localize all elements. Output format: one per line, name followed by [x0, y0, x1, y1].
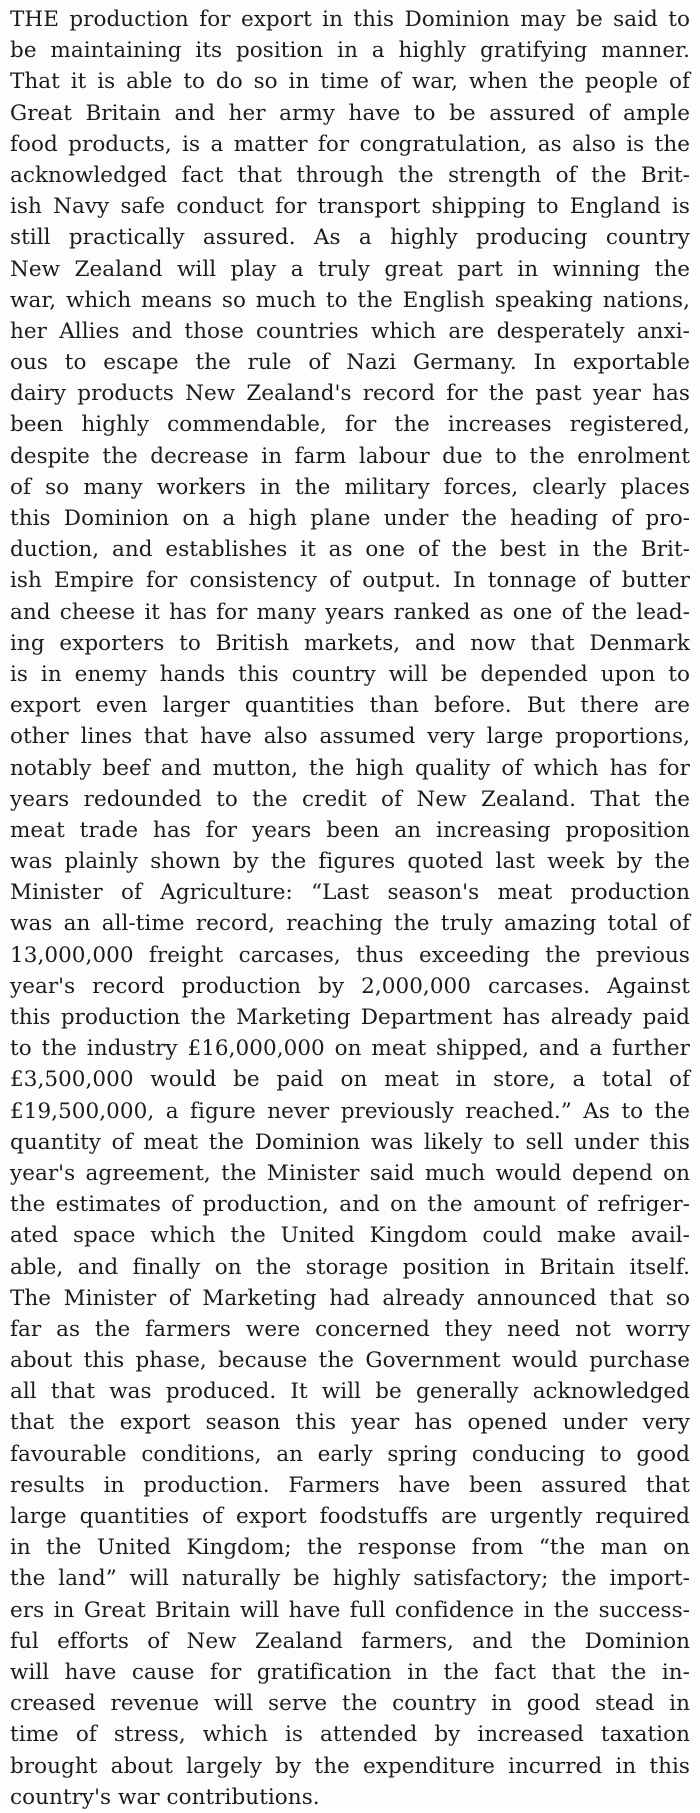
article-text-line: results in production. Farmers have been assured that — [10, 1472, 690, 1498]
article-text-line: large quantities of export foodstuffs are urgently required — [10, 1504, 690, 1529]
article-text-line: £19,500,000, a figure never previously reached.” As to the — [10, 1098, 690, 1124]
article-text-line: able, and finally on the storage position in Britain itself. — [10, 1254, 690, 1280]
article-text-line: about this phase, because the Government would purchase — [10, 1348, 690, 1374]
article-text-line: ing exporters to British markets, and now that Denmark — [10, 630, 690, 656]
article-text-line: this Dominion on a high plane under the heading of pro- — [10, 506, 690, 531]
article-text-line: her Allies and those countries which are desperately anxi- — [10, 318, 690, 344]
article-column — [10, 4, 690, 1813]
article-text-line: creased revenue will serve the country in good stead in — [10, 1691, 690, 1717]
article-text-line: country's war contributions. — [10, 1784, 320, 1810]
article-text-line: years redounded to the credit of New Zealand. That the — [10, 786, 690, 812]
article-text-line: brought about largely by the expenditure incurred in this — [10, 1753, 690, 1779]
article-text-line: The Minister of Marketing had already announced that so — [10, 1285, 690, 1311]
article-text-line: £3,500,000 would be paid on meat in store, a total of — [10, 1067, 690, 1093]
article-text-line: 13,000,000 freight carcases, thus exceeding the previous — [10, 942, 690, 968]
article-text-line: was an all-time record, reaching the truly amazing total of — [10, 911, 690, 937]
article-text-line: been highly commendable, for the increases registered, — [10, 412, 690, 438]
article-text-line: Minister of Agriculture: “Last season's meat production — [10, 880, 690, 906]
article-text-line: Great Britain and her army have to be assured of ample — [10, 100, 690, 126]
article-text-line: ers in Great Britain will have full confidence in the success- — [10, 1597, 690, 1623]
article-text-line: despite the decrease in farm labour due to the enrolment — [10, 443, 690, 469]
article-text-line: of so many workers in the military forces, clearly places — [10, 474, 690, 500]
article-text-line: year's record production by 2,000,000 carcases. Against — [10, 973, 690, 999]
article-text-line: be maintaining its position in a highly gratifying manner. — [10, 38, 690, 64]
article-text-line: meat trade has for years been an increasing proposition — [10, 817, 690, 843]
article-text-line: still practically assured. As a highly producing country — [10, 225, 690, 251]
article-text-line: ful efforts of New Zealand farmers, and the Dominion — [10, 1628, 690, 1654]
article-text-line: ish Navy safe conduct for transport shipping to England is — [10, 194, 690, 220]
article-text-line: the estimates of production, and on the amount of refriger- — [10, 1192, 690, 1218]
article-text-line: ated space which the United Kingdom could make avail- — [10, 1223, 690, 1249]
article-text-line: acknowledged fact that through the strength of the Brit- — [10, 162, 690, 188]
article-text-line: other lines that have also assumed very large proportions, — [10, 724, 690, 750]
article-text-line: in the United Kingdom; the response from “the man on — [10, 1535, 690, 1561]
article-text-line: and cheese it has for many years ranked as one of the lead- — [10, 599, 690, 625]
article-text-line: THE production for export in this Dominion may be said to — [10, 7, 690, 32]
article-text-line: favourable conditions, an early spring conducing to good — [10, 1441, 690, 1467]
article-text-line: time of stress, which is attended by increased taxation — [10, 1722, 690, 1748]
article-text-line: notably beef and mutton, the high quality of which has for — [10, 755, 690, 781]
article-text-line: that the export season this year has opened under very — [10, 1410, 690, 1436]
article-text-line: food products, is a matter for congratulation, as also is the — [10, 131, 690, 157]
article-text-line: this production the Marketing Department has already paid — [10, 1005, 690, 1030]
article-text-line: was plainly shown by the figures quoted last week by the — [10, 849, 690, 875]
article-text-line: That it is able to do so in time of war, when the people of — [10, 69, 690, 95]
article-text-line: ish Empire for consistency of output. In tonnage of butter — [10, 568, 690, 594]
article-text-line: is in enemy hands this country will be depended upon to — [10, 661, 690, 687]
article-text-line: war, which means so much to the English speaking nations, — [10, 287, 690, 313]
article-text-line: will have cause for gratification in the fact that the in- — [10, 1659, 690, 1685]
article-text-line: the land” will naturally be highly satisfactory; the import- — [10, 1566, 690, 1592]
article-text-line: quantity of meat the Dominion was likely to sell under this — [10, 1129, 690, 1155]
article-text-line: dairy products New Zealand's record for the past year has — [10, 381, 690, 407]
article-text-line: duction, and establishes it as one of the best in the Brit- — [10, 537, 690, 563]
article-text-line: New Zealand will play a truly great part in winning the — [10, 256, 690, 282]
article-text-line: ous to escape the rule of Nazi Germany. In exportable — [10, 350, 690, 376]
article-text-line: export even larger quantities than before. But there are — [10, 693, 690, 719]
article-text-line: year's agreement, the Minister said much would depend on — [10, 1160, 690, 1186]
article-text-line: to the industry £16,000,000 on meat shipped, and a further — [10, 1036, 690, 1062]
article-text-line: far as the farmers were concerned they need not worry — [10, 1316, 690, 1342]
article-text-line: all that was produced. It will be generally acknowledged — [10, 1379, 690, 1405]
